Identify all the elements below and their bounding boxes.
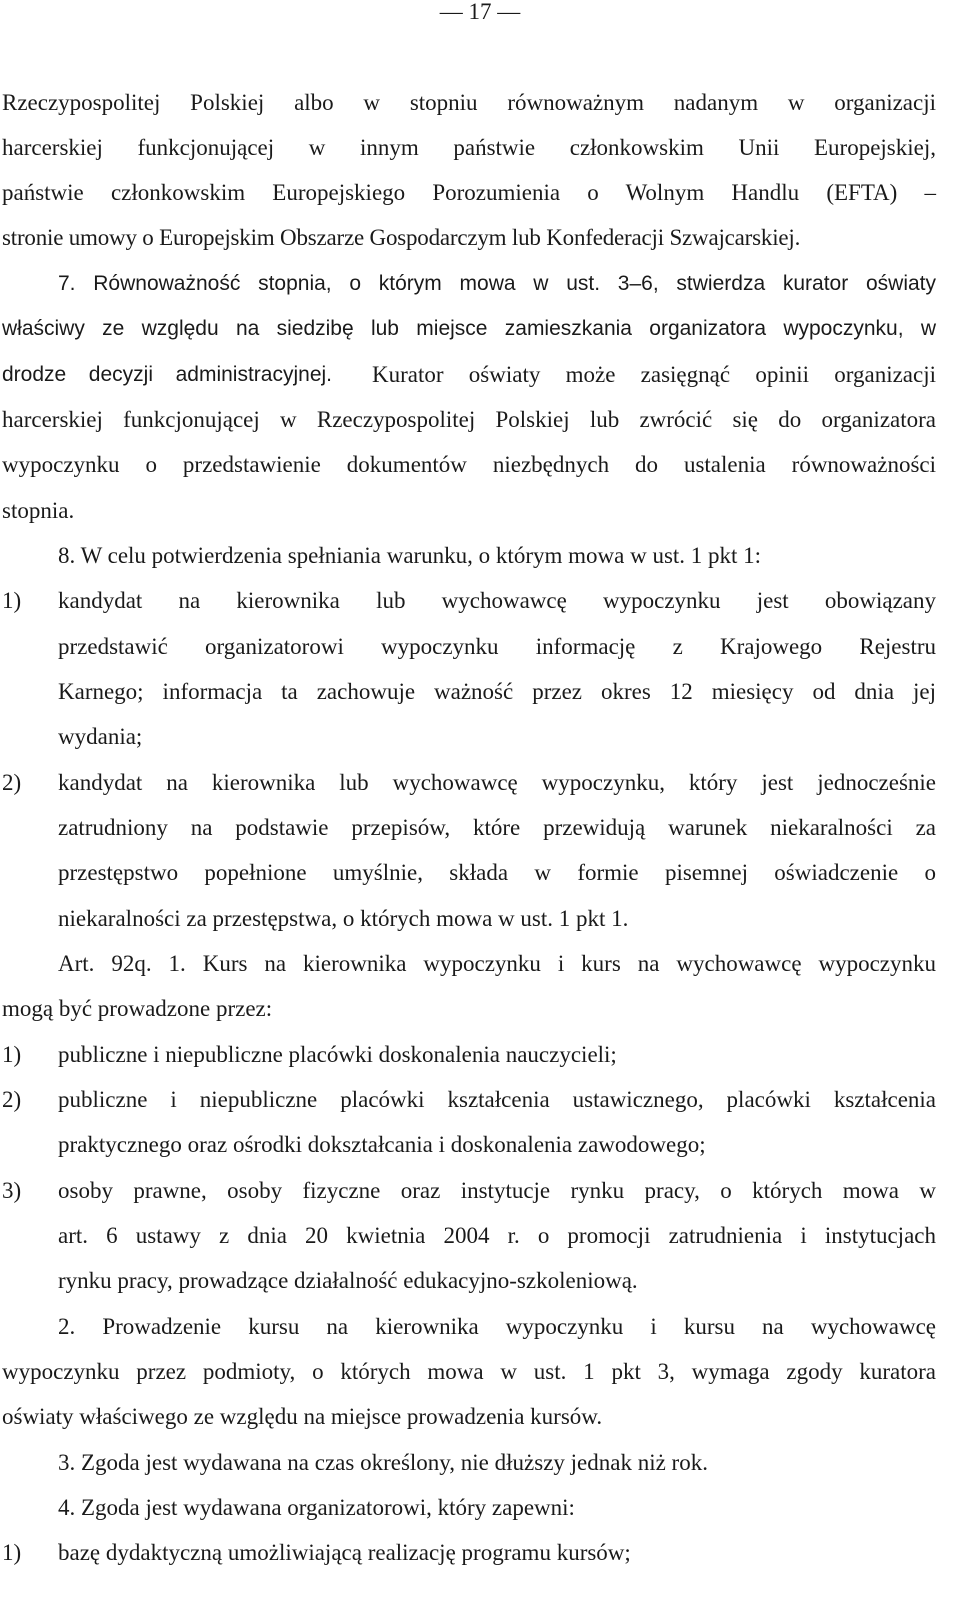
text-fragment: drodze decyzji administracyjnej. (2, 363, 332, 386)
list-item-line: praktycznego oraz ośrodki dokształcania i doskonalenia zawodowego; (58, 1132, 706, 1157)
list-item-line: kandydat na kierownika lub wychowawcę wypoczynku jest obowiązany (58, 588, 936, 613)
list-item-line: niekaralności za przestępstwa, o których mowa w ust. 1 pkt 1. (58, 906, 629, 931)
list-item-line: bazę dydaktyczną umożliwiającą realizację programu kursów; (58, 1540, 631, 1565)
text-line: państwie członkowskim Europejskiego Porozumienia o Wolnym Handlu (EFTA) – (2, 180, 936, 205)
text-line: wypoczynku o przedstawienie dokumentów niezbędnych do ustalenia równoważności (2, 452, 936, 477)
text-line: stronie umowy o Europejskim Obszarze Gospodarczym lub Konfederacji Szwajcarskiej. (2, 225, 801, 250)
text-line: mogą być prowadzone przez: (2, 996, 273, 1021)
paragraph-7-line: 7. Równoważność stopnia, o którym mowa w ust. 3–6, stwierdza kurator oświaty (58, 272, 936, 295)
page-number: — 17 — (439, 0, 521, 24)
paragraph-3-line: 3. Zgoda jest wydawana na czas określony, nie dłuższy jednak niż rok. (58, 1450, 708, 1475)
list-number: 1) (2, 1042, 22, 1067)
text-line-start (2, 360, 332, 390)
list-item-line: wydania; (58, 724, 143, 749)
text-line: stopnia. (2, 498, 75, 523)
list-item-line: rynku pracy, prowadzące działalność edukacyjno-szkoleniową. (58, 1268, 638, 1293)
list-number: 2) (2, 1087, 22, 1112)
text-line: właściwy ze względu na siedzibę lub miejsce zamieszkania organizatora wypoczynku, w (2, 317, 936, 340)
list-number: 1) (2, 588, 22, 613)
list-item-line: publiczne i niepubliczne placówki doskonalenia nauczycieli; (58, 1042, 617, 1067)
list-item-line: art. 6 ustawy z dnia 20 kwietnia 2004 r. o promocji zatrudnienia i instytucjach (58, 1223, 936, 1248)
paragraph-8-line: 8. W celu potwierdzenia spełniania warunku, o którym mowa w ust. 1 pkt 1: (58, 543, 762, 568)
text-line: wypoczynku przez podmioty, o których mowa w ust. 1 pkt 3, wymaga zgody kuratora (2, 1359, 936, 1384)
list-item-line: kandydat na kierownika lub wychowawcę wypoczynku, który jest jednocześnie (58, 770, 936, 795)
list-item-line: zatrudniony na podstawie przepisów, które przewidują warunek niekaralności za (58, 815, 936, 840)
list-item-line: publiczne i niepubliczne placówki kształcenia ustawicznego, placówki kształcenia (58, 1087, 936, 1112)
paragraph-2-line: 2. Prowadzenie kursu na kierownika wypoczynku i kursu na wychowawcę (58, 1314, 936, 1339)
text-line: harcerskiej funkcjonującej w innym państwie członkowskim Unii Europejskiej, (2, 135, 936, 160)
text-line-end (372, 360, 936, 390)
list-number: 2) (2, 770, 22, 795)
list-item-line: osoby prawne, osoby fizyczne oraz instytucje rynku pracy, o których mowa w (58, 1178, 936, 1203)
text-fragment: Kurator oświaty może zasięgnąć opinii organizacji (372, 362, 936, 387)
text-line: oświaty właściwego ze względu na miejsce prowadzenia kursów. (2, 1404, 603, 1429)
list-item-line: Karnego; informacja ta zachowuje ważność przez okres 12 miesięcy od dnia jej (58, 679, 936, 704)
list-item-line: przedstawić organizatorowi wypoczynku informację z Krajowego Rejestru (58, 634, 936, 659)
paragraph-4-line: 4. Zgoda jest wydawana organizatorowi, który zapewni: (58, 1495, 575, 1520)
list-number: 3) (2, 1178, 22, 1203)
article-heading-line: Art. 92q. 1. Kurs na kierownika wypoczynku i kurs na wychowawcę wypoczynku (58, 951, 936, 976)
list-item-line: przestępstwo popełnione umyślnie, składa w formie pisemnej oświadczenie o (58, 860, 936, 885)
text-line: harcerskiej funkcjonującej w Rzeczypospolitej Polskiej lub zwrócić się do organizatora (2, 407, 936, 432)
text-line: Rzeczypospolitej Polskiej albo w stopniu równoważnym nadanym w organizacji (2, 90, 936, 115)
list-number: 1) (2, 1540, 22, 1565)
